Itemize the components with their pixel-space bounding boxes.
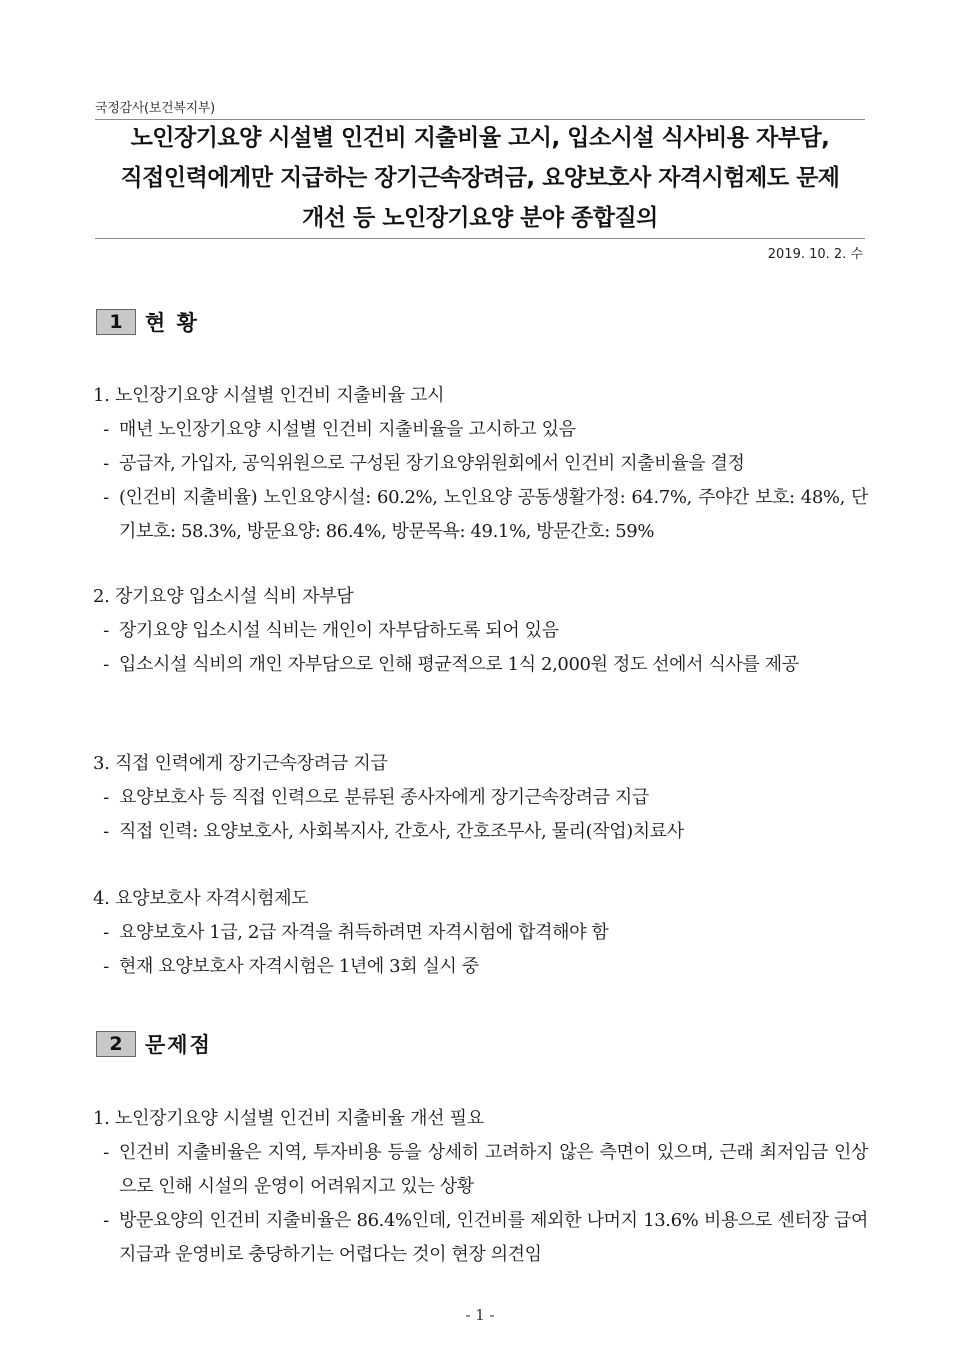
- section-title: 현 황: [145, 311, 199, 335]
- document-category-label: 국정감사(보건복지부): [95, 101, 215, 116]
- bullet-marker: -: [103, 419, 109, 440]
- bullet-item: - 요양보호사 1급, 2급 자격을 취득하려면 자격시험에 합격해야 함: [93, 916, 868, 950]
- bullet-item: - 매년 노인장기요양 시설별 인건비 지출비율을 고시하고 있음: [93, 413, 868, 447]
- item-title: 2. 장기요양 입소시설 식비 자부담: [93, 586, 354, 607]
- document-date: 2019. 10. 2. 수: [767, 247, 863, 262]
- item-block: [93, 379, 868, 549]
- bullet-marker: -: [103, 620, 109, 641]
- section-number-box: 1: [96, 309, 136, 335]
- item-title: 3. 직접 인력에게 장기근속장려금 지급: [93, 753, 388, 774]
- title-line: 개선 등 노인장기요양 분야 종합질의: [302, 205, 658, 231]
- item-block: [93, 882, 868, 984]
- bullet-marker: -: [103, 453, 109, 474]
- bullet-marker: -: [103, 821, 109, 842]
- bullet-marker: -: [103, 1210, 109, 1231]
- item-block: [93, 580, 868, 682]
- bullet-item: - 인건비 지출비율은 지역, 투자비용 등을 상세히 고려하지 않은 측면이 있으며, 근래 최저임금 인상으로 인해 시설의 운영이 어려워지고 있는 상황: [93, 1136, 868, 1204]
- document-title: [95, 118, 865, 238]
- section-heading-problems: [96, 1029, 212, 1059]
- bullet-marker: -: [103, 1142, 109, 1163]
- bullet-item: - 직접 인력: 요양보호사, 사회복지사, 간호사, 간호조무사, 물리(작업)치료사: [93, 815, 868, 849]
- bullet-item: - 요양보호사 등 직접 인력으로 분류된 종사자에게 장기근속장려금 지급: [93, 781, 868, 815]
- item-title: 1. 노인장기요양 시설별 인건비 지출비율 개선 필요: [93, 1108, 484, 1129]
- bullet-marker: -: [103, 487, 109, 508]
- bullet-item: - 방문요양의 인건비 지출비율은 86.4%인데, 인건비를 제외한 나머지 13.6% 비용으로 센터장 급여지급과 운영비로 충당하기는 어렵다는 것이 현장 의견임: [93, 1204, 868, 1272]
- section-number-box: 2: [96, 1031, 136, 1057]
- bullet-item: - (인건비 지출비율) 노인요양시설: 60.2%, 노인요양 공동생활가정: 64.7%, 주야간 보호: 48%, 단기보호: 58.3%, 방문요양: 86.4%, 방문목욕: 49.1%, 방문간호: 59%: [93, 481, 868, 549]
- item-block: [93, 1102, 868, 1272]
- bullet-marker: -: [103, 922, 109, 943]
- bullet-item: - 입소시설 식비의 개인 자부담으로 인해 평균적으로 1식 2,000원 정도 선에서 식사를 제공: [93, 648, 868, 682]
- bullet-marker: -: [103, 956, 109, 977]
- bullet-item: - 현재 요양보호사 자격시험은 1년에 3회 실시 중: [93, 950, 868, 984]
- bullet-item: - 공급자, 가입자, 공익위원으로 구성된 장기요양위원회에서 인건비 지출비율을 결정: [93, 447, 868, 481]
- title-line: 노인장기요양 시설별 인건비 지출비율 고시, 입소시설 식사비용 자부담,: [130, 125, 830, 151]
- section-title: 문제점: [145, 1033, 212, 1057]
- title-line: 직접인력에게만 지급하는 장기근속장려금, 요양보호사 자격시험제도 문제: [120, 165, 840, 191]
- item-title: 1. 노인장기요양 시설별 인건비 지출비율 고시: [93, 385, 445, 406]
- page-number: - 1 -: [465, 1306, 495, 1324]
- section-heading-status: [96, 307, 199, 337]
- bullet-item: - 장기요양 입소시설 식비는 개인이 자부담하도록 되어 있음: [93, 614, 868, 648]
- header-bottom-rule: [95, 238, 865, 239]
- item-block: [93, 747, 868, 849]
- item-title: 4. 요양보호사 자격시험제도: [93, 888, 309, 909]
- bullet-marker: -: [103, 787, 109, 808]
- bullet-marker: -: [103, 654, 109, 675]
